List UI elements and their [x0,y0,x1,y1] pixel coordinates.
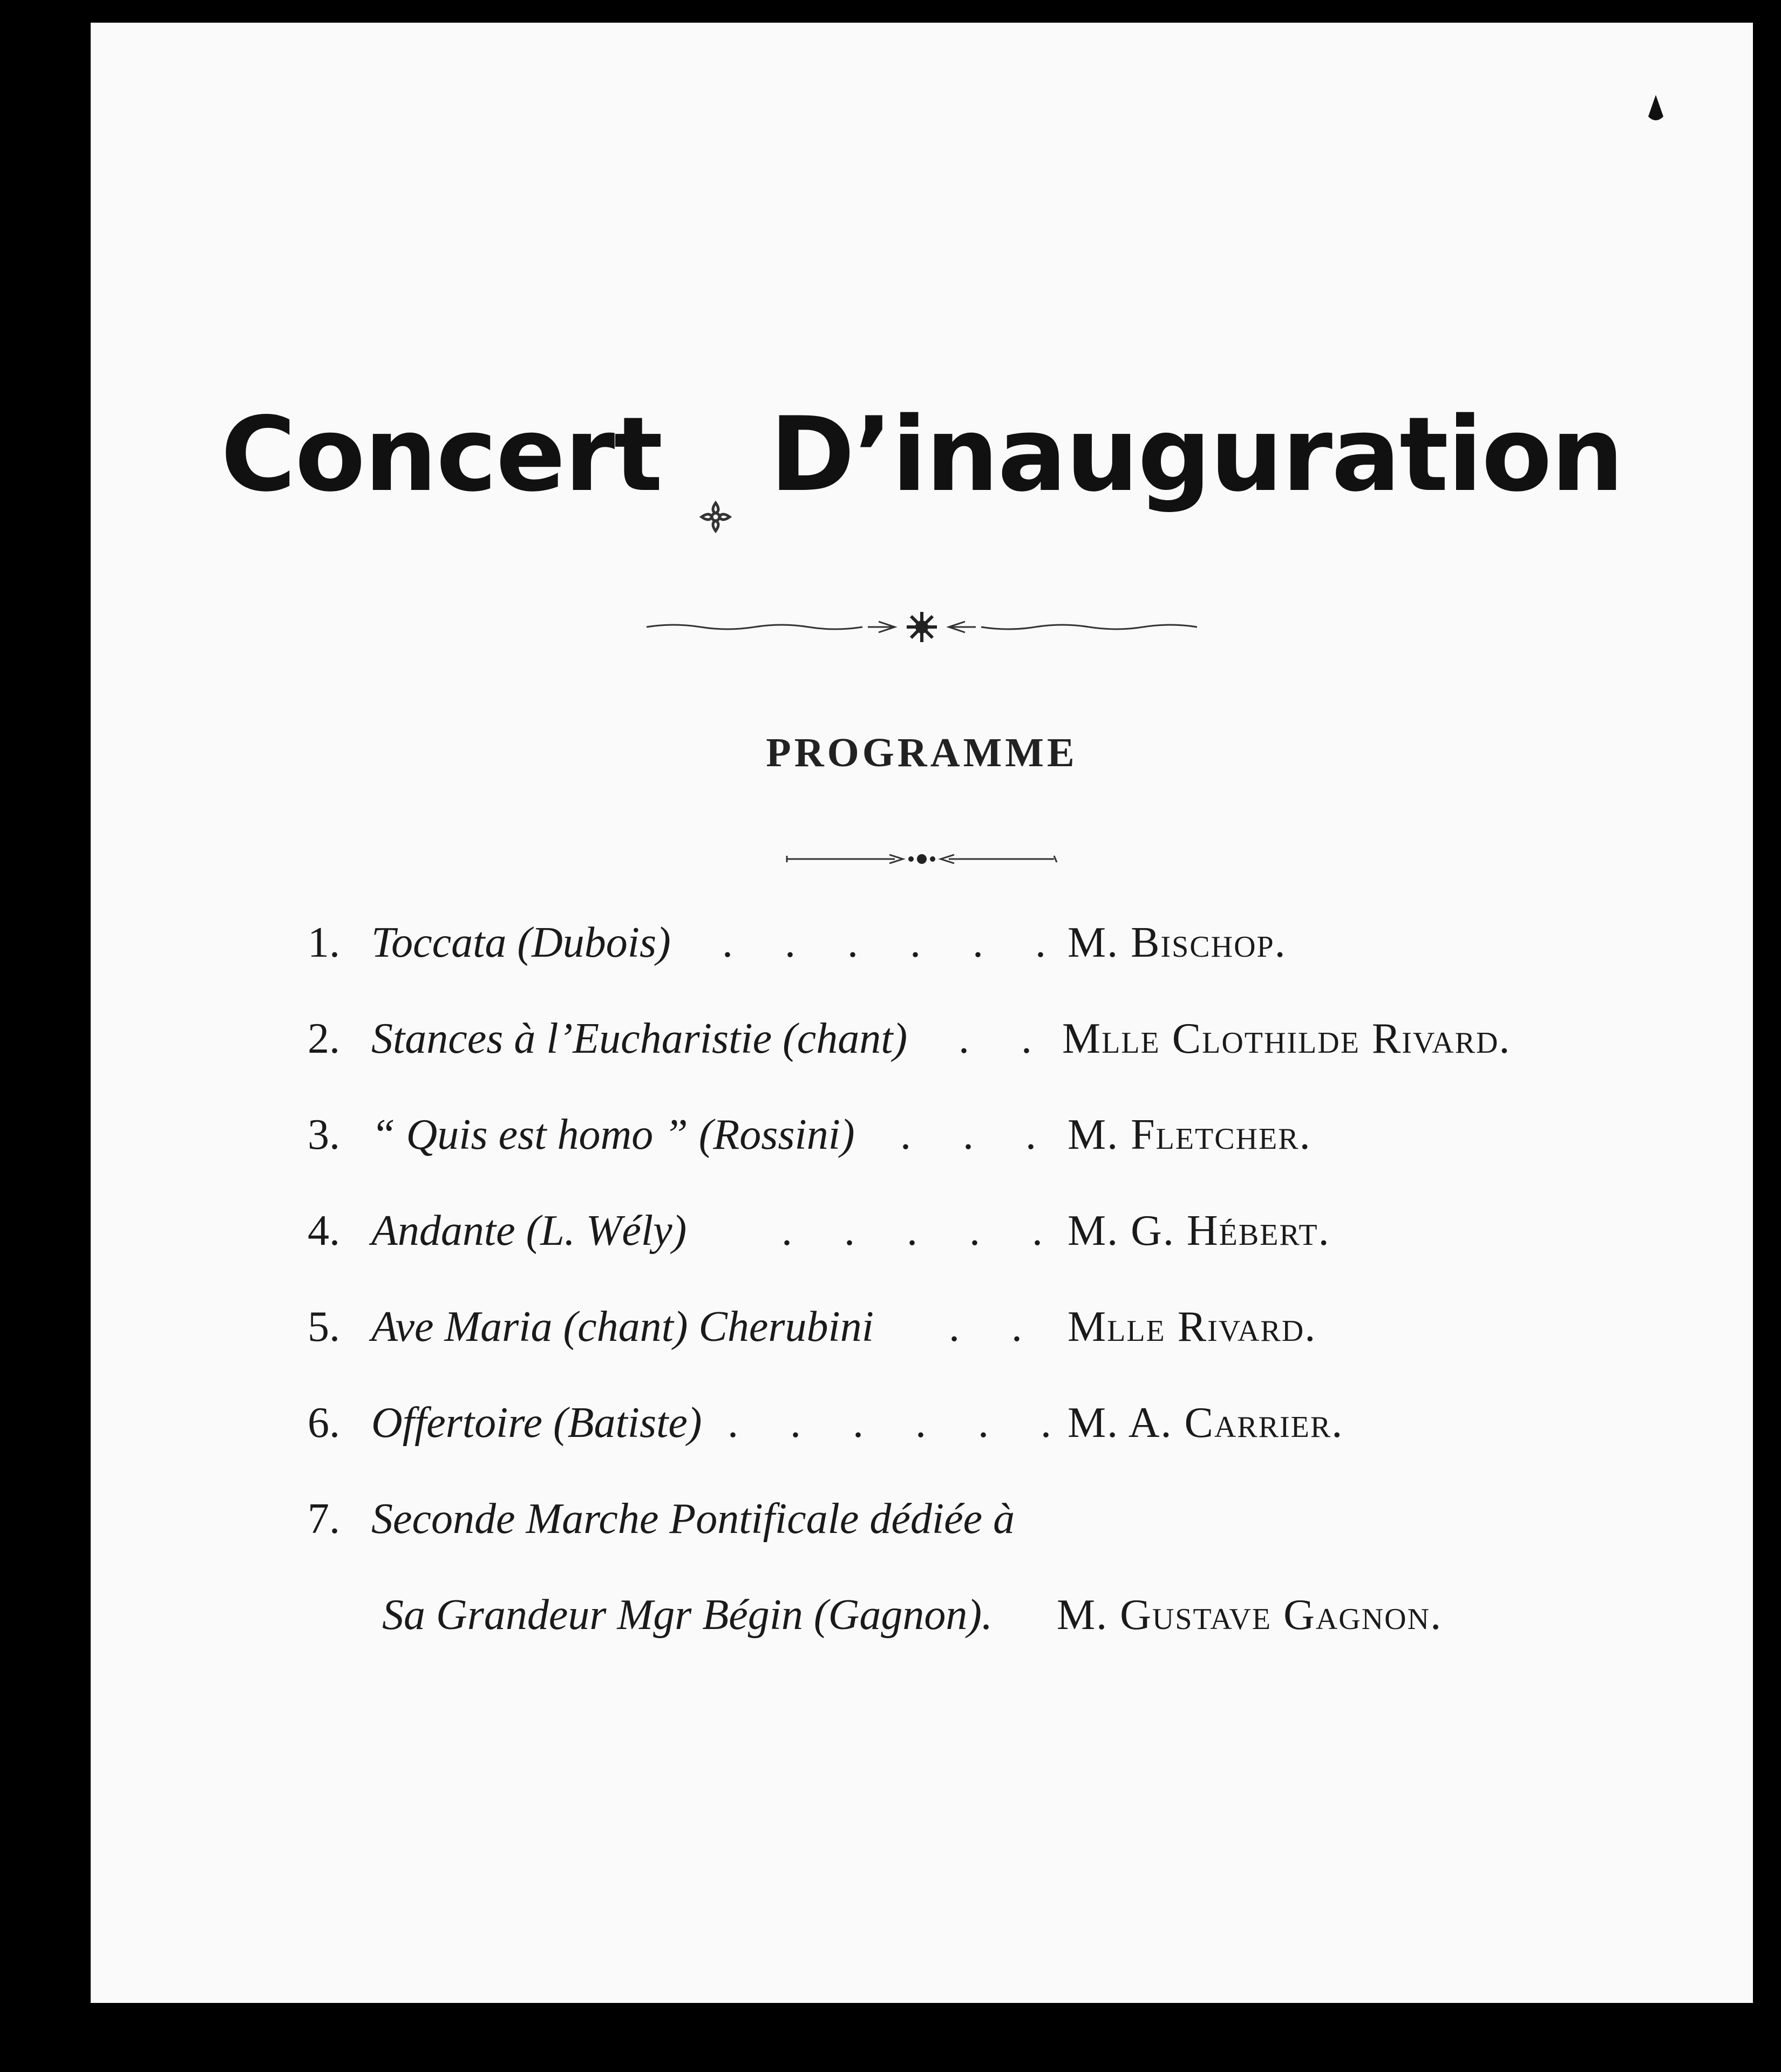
title-word-inauguration: D’inauguration [770,395,1623,514]
item-piece: Toccata (Dubois) [371,919,671,966]
decorative-divider-small [91,848,1753,873]
title-word-concert: Concert [221,395,662,514]
item-performer: M. Bischop. [1068,919,1287,966]
item-number: 1. [308,919,340,966]
item-piece: “ Quis est homo ” (Rossini) [371,1111,855,1158]
programme-item-2 [91,1014,1753,1079]
item-number: 3. [308,1111,340,1158]
item-number: 5. [308,1303,340,1351]
leader-dots: . . . [900,1111,1057,1158]
programme-item-4 [91,1207,1753,1271]
leader-dots: . . [949,1303,1043,1351]
programme-heading: PROGRAMME [766,730,1078,775]
programme-item-7 [91,1495,1753,1559]
leader-dots: . . . . . [781,1207,1063,1255]
leader-dots: . . [959,1015,1052,1062]
program-page [91,23,1753,2003]
item-performer: Mlle Rivard. [1068,1303,1317,1351]
ink-blot-mark [1645,93,1667,125]
item-performer: Mlle Clothilde Rivard. [1062,1015,1511,1062]
item-number: 4. [308,1207,340,1255]
leader-dots: . . . . . . [728,1399,1072,1447]
item-piece: Andante (L. Wély) [371,1207,687,1255]
item-number: 7. [308,1495,340,1543]
programme-item-5 [91,1303,1753,1367]
flower-ornament-icon [699,438,732,471]
leader-dots: . . . . . . [722,919,1066,966]
item-piece: Seconde Marche Pontificale dédiée à [371,1495,1015,1543]
decorative-divider-top [91,605,1753,651]
item-performer: M. Fletcher. [1068,1111,1311,1158]
item-performer: M. Gustave Gagnon. [1057,1591,1443,1639]
item-performer: M. A. Carrier. [1068,1399,1344,1447]
programme-item-6 [91,1399,1753,1463]
programme-item-3 [91,1110,1753,1175]
item-piece: Offertoire (Batiste) [371,1399,702,1447]
item-performer: M. G. Hébert. [1068,1207,1330,1255]
programme-item-7-continuation [91,1591,1753,1655]
item-number: 2. [308,1015,340,1062]
item-piece: Ave Maria (chant) Cherubini [371,1303,874,1351]
concert-title [91,395,1753,514]
item-number: 6. [308,1399,340,1447]
programme-item-1 [91,918,1753,983]
item-piece: Stances à l’Eucharistie (chant) [371,1015,908,1062]
item-piece-continuation: Sa Grandeur Mgr Bégin (Gagnon). [382,1591,993,1639]
